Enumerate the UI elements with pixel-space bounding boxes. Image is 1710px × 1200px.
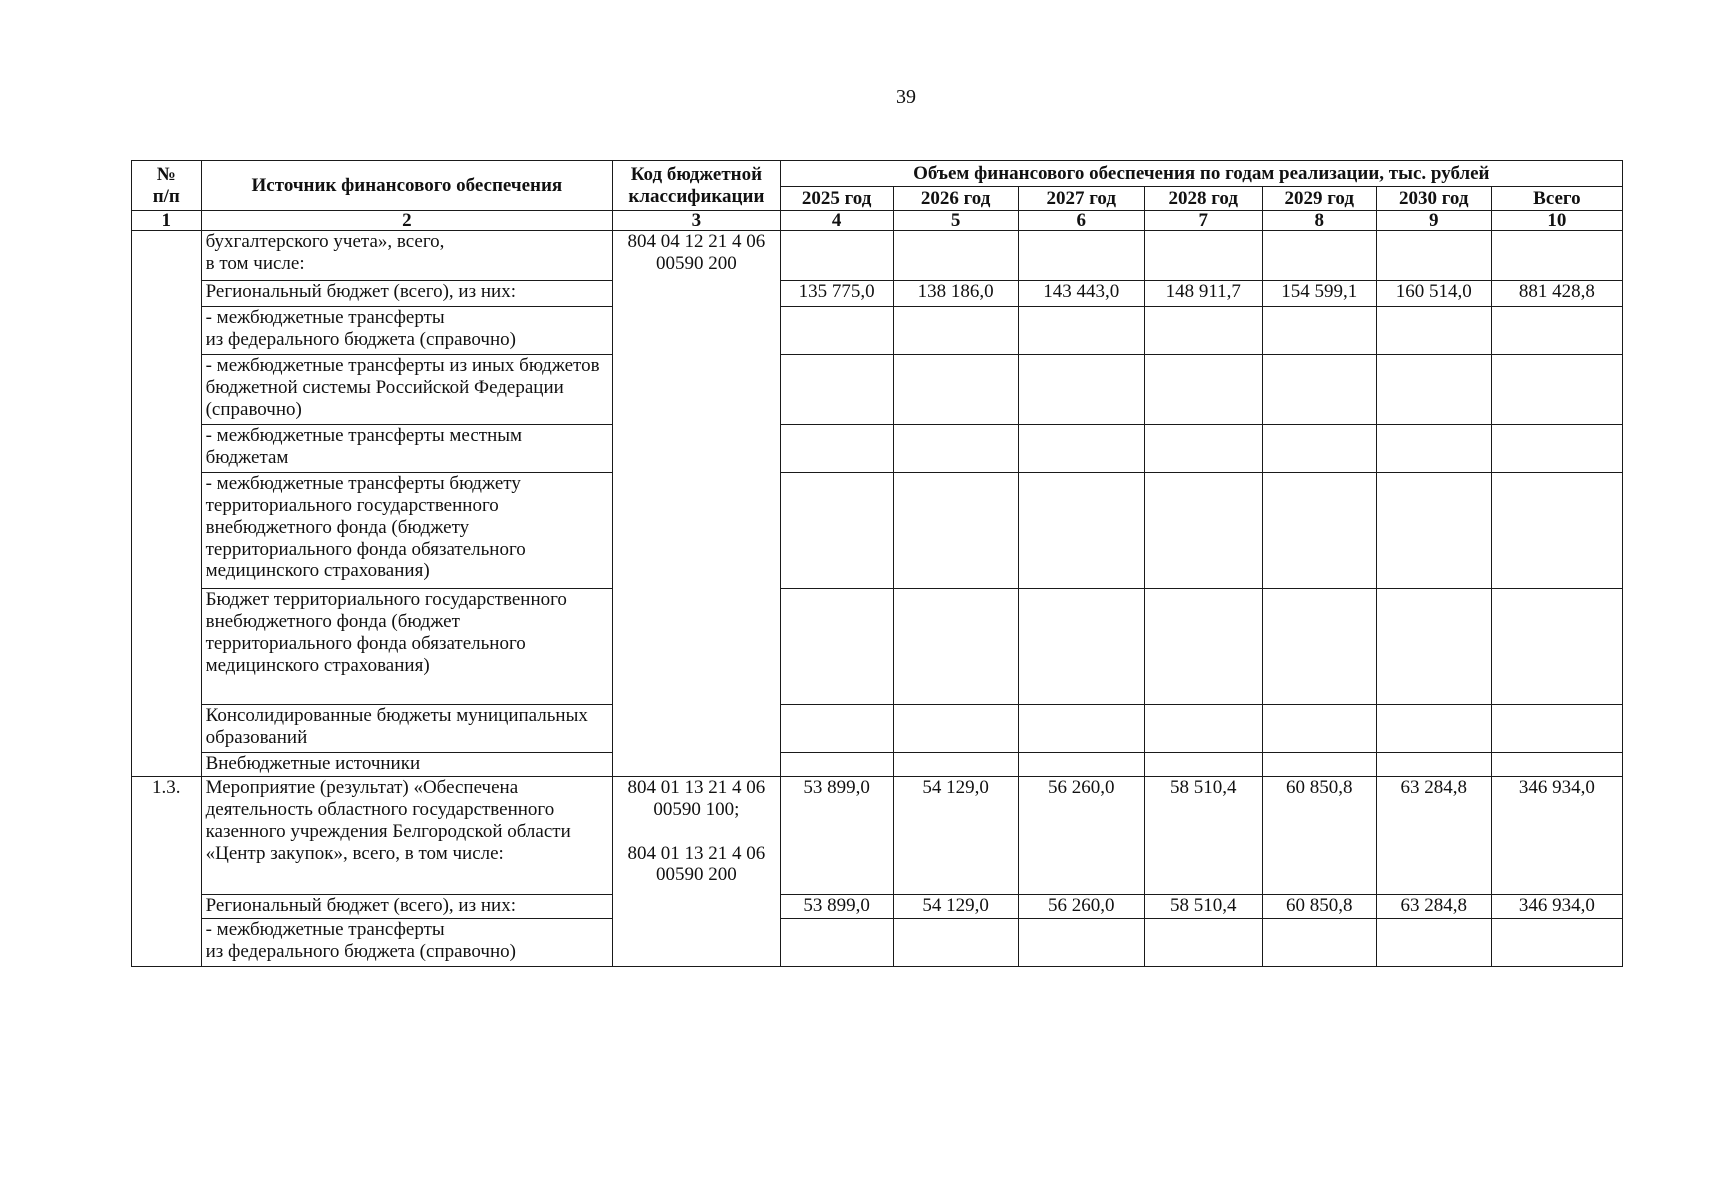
header-year: 2029 год <box>1262 187 1376 211</box>
value-cell <box>780 753 893 777</box>
kbk-cell: 804 04 12 21 4 06 00590 200 <box>613 231 780 777</box>
value-cell <box>780 473 893 589</box>
value-cell <box>1262 705 1376 753</box>
header-year: 2027 год <box>1018 187 1144 211</box>
column-number: 1 <box>132 211 202 231</box>
header-source: Источник финансового обеспечения <box>201 161 613 211</box>
value-cell <box>1018 355 1144 425</box>
table-row <box>132 753 1623 777</box>
value-cell <box>1262 425 1376 473</box>
value-cell <box>1262 355 1376 425</box>
value-cell <box>893 355 1018 425</box>
column-number: 4 <box>780 211 893 231</box>
value-cell: 53 899,0 <box>780 895 893 919</box>
value-cell <box>893 589 1018 705</box>
total-cell <box>1491 307 1622 355</box>
value-cell: 60 850,8 <box>1262 777 1376 895</box>
value-cell <box>780 231 893 281</box>
column-number: 2 <box>201 211 613 231</box>
value-cell <box>1262 753 1376 777</box>
value-cell <box>1262 589 1376 705</box>
value-cell: 58 510,4 <box>1144 777 1262 895</box>
value-cell <box>1018 753 1144 777</box>
value-cell <box>1376 307 1491 355</box>
value-cell: 53 899,0 <box>780 777 893 895</box>
value-cell <box>1262 307 1376 355</box>
total-cell <box>1491 231 1622 281</box>
value-cell <box>780 919 893 967</box>
table-row <box>132 307 1623 355</box>
column-number: 7 <box>1144 211 1262 231</box>
value-cell <box>893 705 1018 753</box>
value-cell <box>1376 355 1491 425</box>
header-total: Всего <box>1491 187 1622 211</box>
value-cell <box>1144 473 1262 589</box>
value-cell: 143 443,0 <box>1018 281 1144 307</box>
total-cell <box>1491 919 1622 967</box>
total-cell <box>1491 355 1622 425</box>
value-cell: 135 775,0 <box>780 281 893 307</box>
total-cell <box>1491 705 1622 753</box>
value-cell <box>893 473 1018 589</box>
value-cell: 160 514,0 <box>1376 281 1491 307</box>
value-cell: 54 129,0 <box>893 895 1018 919</box>
header-year: 2025 год <box>780 187 893 211</box>
source-cell: Консолидированные бюджеты муниципальных образований <box>201 705 613 753</box>
column-number: 5 <box>893 211 1018 231</box>
value-cell: 63 284,8 <box>1376 895 1491 919</box>
value-cell: 56 260,0 <box>1018 895 1144 919</box>
value-cell <box>893 919 1018 967</box>
total-cell: 346 934,0 <box>1491 777 1622 895</box>
value-cell <box>780 589 893 705</box>
total-cell: 346 934,0 <box>1491 895 1622 919</box>
table-row <box>132 425 1623 473</box>
value-cell: 60 850,8 <box>1262 895 1376 919</box>
value-cell <box>1376 753 1491 777</box>
total-cell <box>1491 589 1622 705</box>
source-cell: - межбюджетные трансферты бюджету территориального государственного внебюджетного фонда (бюджету территориального фонда обязательного медицинского страхования) <box>201 473 613 589</box>
value-cell: 58 510,4 <box>1144 895 1262 919</box>
source-cell: Региональный бюджет (всего), из них: <box>201 895 613 919</box>
value-cell: 54 129,0 <box>893 777 1018 895</box>
header-year: 2028 год <box>1144 187 1262 211</box>
total-cell <box>1491 473 1622 589</box>
total-cell <box>1491 753 1622 777</box>
column-number: 10 <box>1491 211 1622 231</box>
value-cell <box>1144 355 1262 425</box>
column-number: 9 <box>1376 211 1491 231</box>
value-cell: 154 599,1 <box>1262 281 1376 307</box>
value-cell <box>780 425 893 473</box>
value-cell <box>1376 589 1491 705</box>
value-cell <box>1262 231 1376 281</box>
value-cell <box>780 307 893 355</box>
value-cell <box>893 231 1018 281</box>
column-number: 3 <box>613 211 780 231</box>
value-cell <box>1018 589 1144 705</box>
table-row <box>132 281 1623 307</box>
value-cell <box>1144 589 1262 705</box>
table-row <box>132 895 1623 919</box>
value-cell <box>1144 425 1262 473</box>
source-cell: - межбюджетные трансферты из федерального бюджета (справочно) <box>201 307 613 355</box>
table-row <box>132 473 1623 589</box>
value-cell <box>780 705 893 753</box>
value-cell: 63 284,8 <box>1376 777 1491 895</box>
value-cell <box>1018 705 1144 753</box>
value-cell <box>893 307 1018 355</box>
value-cell <box>1144 919 1262 967</box>
value-cell: 138 186,0 <box>893 281 1018 307</box>
value-cell: 56 260,0 <box>1018 777 1144 895</box>
source-cell: - межбюджетные трансферты из иных бюджетов бюджетной системы Российской Федерации (справочно) <box>201 355 613 425</box>
table-row <box>132 589 1623 705</box>
value-cell <box>1018 425 1144 473</box>
value-cell <box>893 753 1018 777</box>
financing-table-wrapper <box>131 160 1623 967</box>
kbk-cell: 804 01 13 21 4 06 00590 100; 804 01 13 21 4 06 00590 200 <box>613 777 780 967</box>
value-cell <box>1018 231 1144 281</box>
value-cell <box>893 425 1018 473</box>
value-cell <box>1376 919 1491 967</box>
column-number: 6 <box>1018 211 1144 231</box>
source-cell: Бюджет территориального государственного внебюджетного фонда (бюджет территориального фонда обязательного медицинского страхования) <box>201 589 613 705</box>
value-cell <box>1018 473 1144 589</box>
header-year: 2026 год <box>893 187 1018 211</box>
source-cell: бухгалтерского учета», всего, в том числе: <box>201 231 613 281</box>
value-cell <box>1376 705 1491 753</box>
source-cell: Внебюджетные источники <box>201 753 613 777</box>
header-year: 2030 год <box>1376 187 1491 211</box>
value-cell: 148 911,7 <box>1144 281 1262 307</box>
source-cell: - межбюджетные трансферты из федерального бюджета (справочно) <box>201 919 613 967</box>
source-cell: - межбюджетные трансферты местным бюджетам <box>201 425 613 473</box>
header-kbk: Код бюджетной классификации <box>613 161 780 211</box>
value-cell <box>1376 425 1491 473</box>
value-cell <box>1018 919 1144 967</box>
value-cell <box>1144 231 1262 281</box>
value-cell <box>780 355 893 425</box>
value-cell <box>1376 231 1491 281</box>
value-cell <box>1262 919 1376 967</box>
value-cell <box>1144 307 1262 355</box>
financing-table <box>131 160 1623 967</box>
value-cell <box>1262 473 1376 589</box>
column-number: 8 <box>1262 211 1376 231</box>
row-number-cell <box>132 231 202 777</box>
page-number: 39 <box>896 86 916 108</box>
row-number-cell: 1.3. <box>132 777 202 967</box>
total-cell: 881 428,8 <box>1491 281 1622 307</box>
table-row <box>132 355 1623 425</box>
source-cell: Мероприятие (результат) «Обеспечена деятельность областного государственного казенного учреждения Белгородской области «Центр закупок», всего, в том числе: <box>201 777 613 895</box>
value-cell <box>1144 705 1262 753</box>
table-row <box>132 705 1623 753</box>
value-cell <box>1018 307 1144 355</box>
value-cell <box>1144 753 1262 777</box>
table-row <box>132 231 1623 281</box>
table-row <box>132 919 1623 967</box>
source-cell: Региональный бюджет (всего), из них: <box>201 281 613 307</box>
header-num: № п/п <box>132 161 202 211</box>
header-volume: Объем финансового обеспечения по годам реализации, тыс. рублей <box>780 161 1622 187</box>
column-numbers-row <box>132 211 1623 231</box>
table-row <box>132 777 1623 895</box>
value-cell <box>1376 473 1491 589</box>
total-cell <box>1491 425 1622 473</box>
